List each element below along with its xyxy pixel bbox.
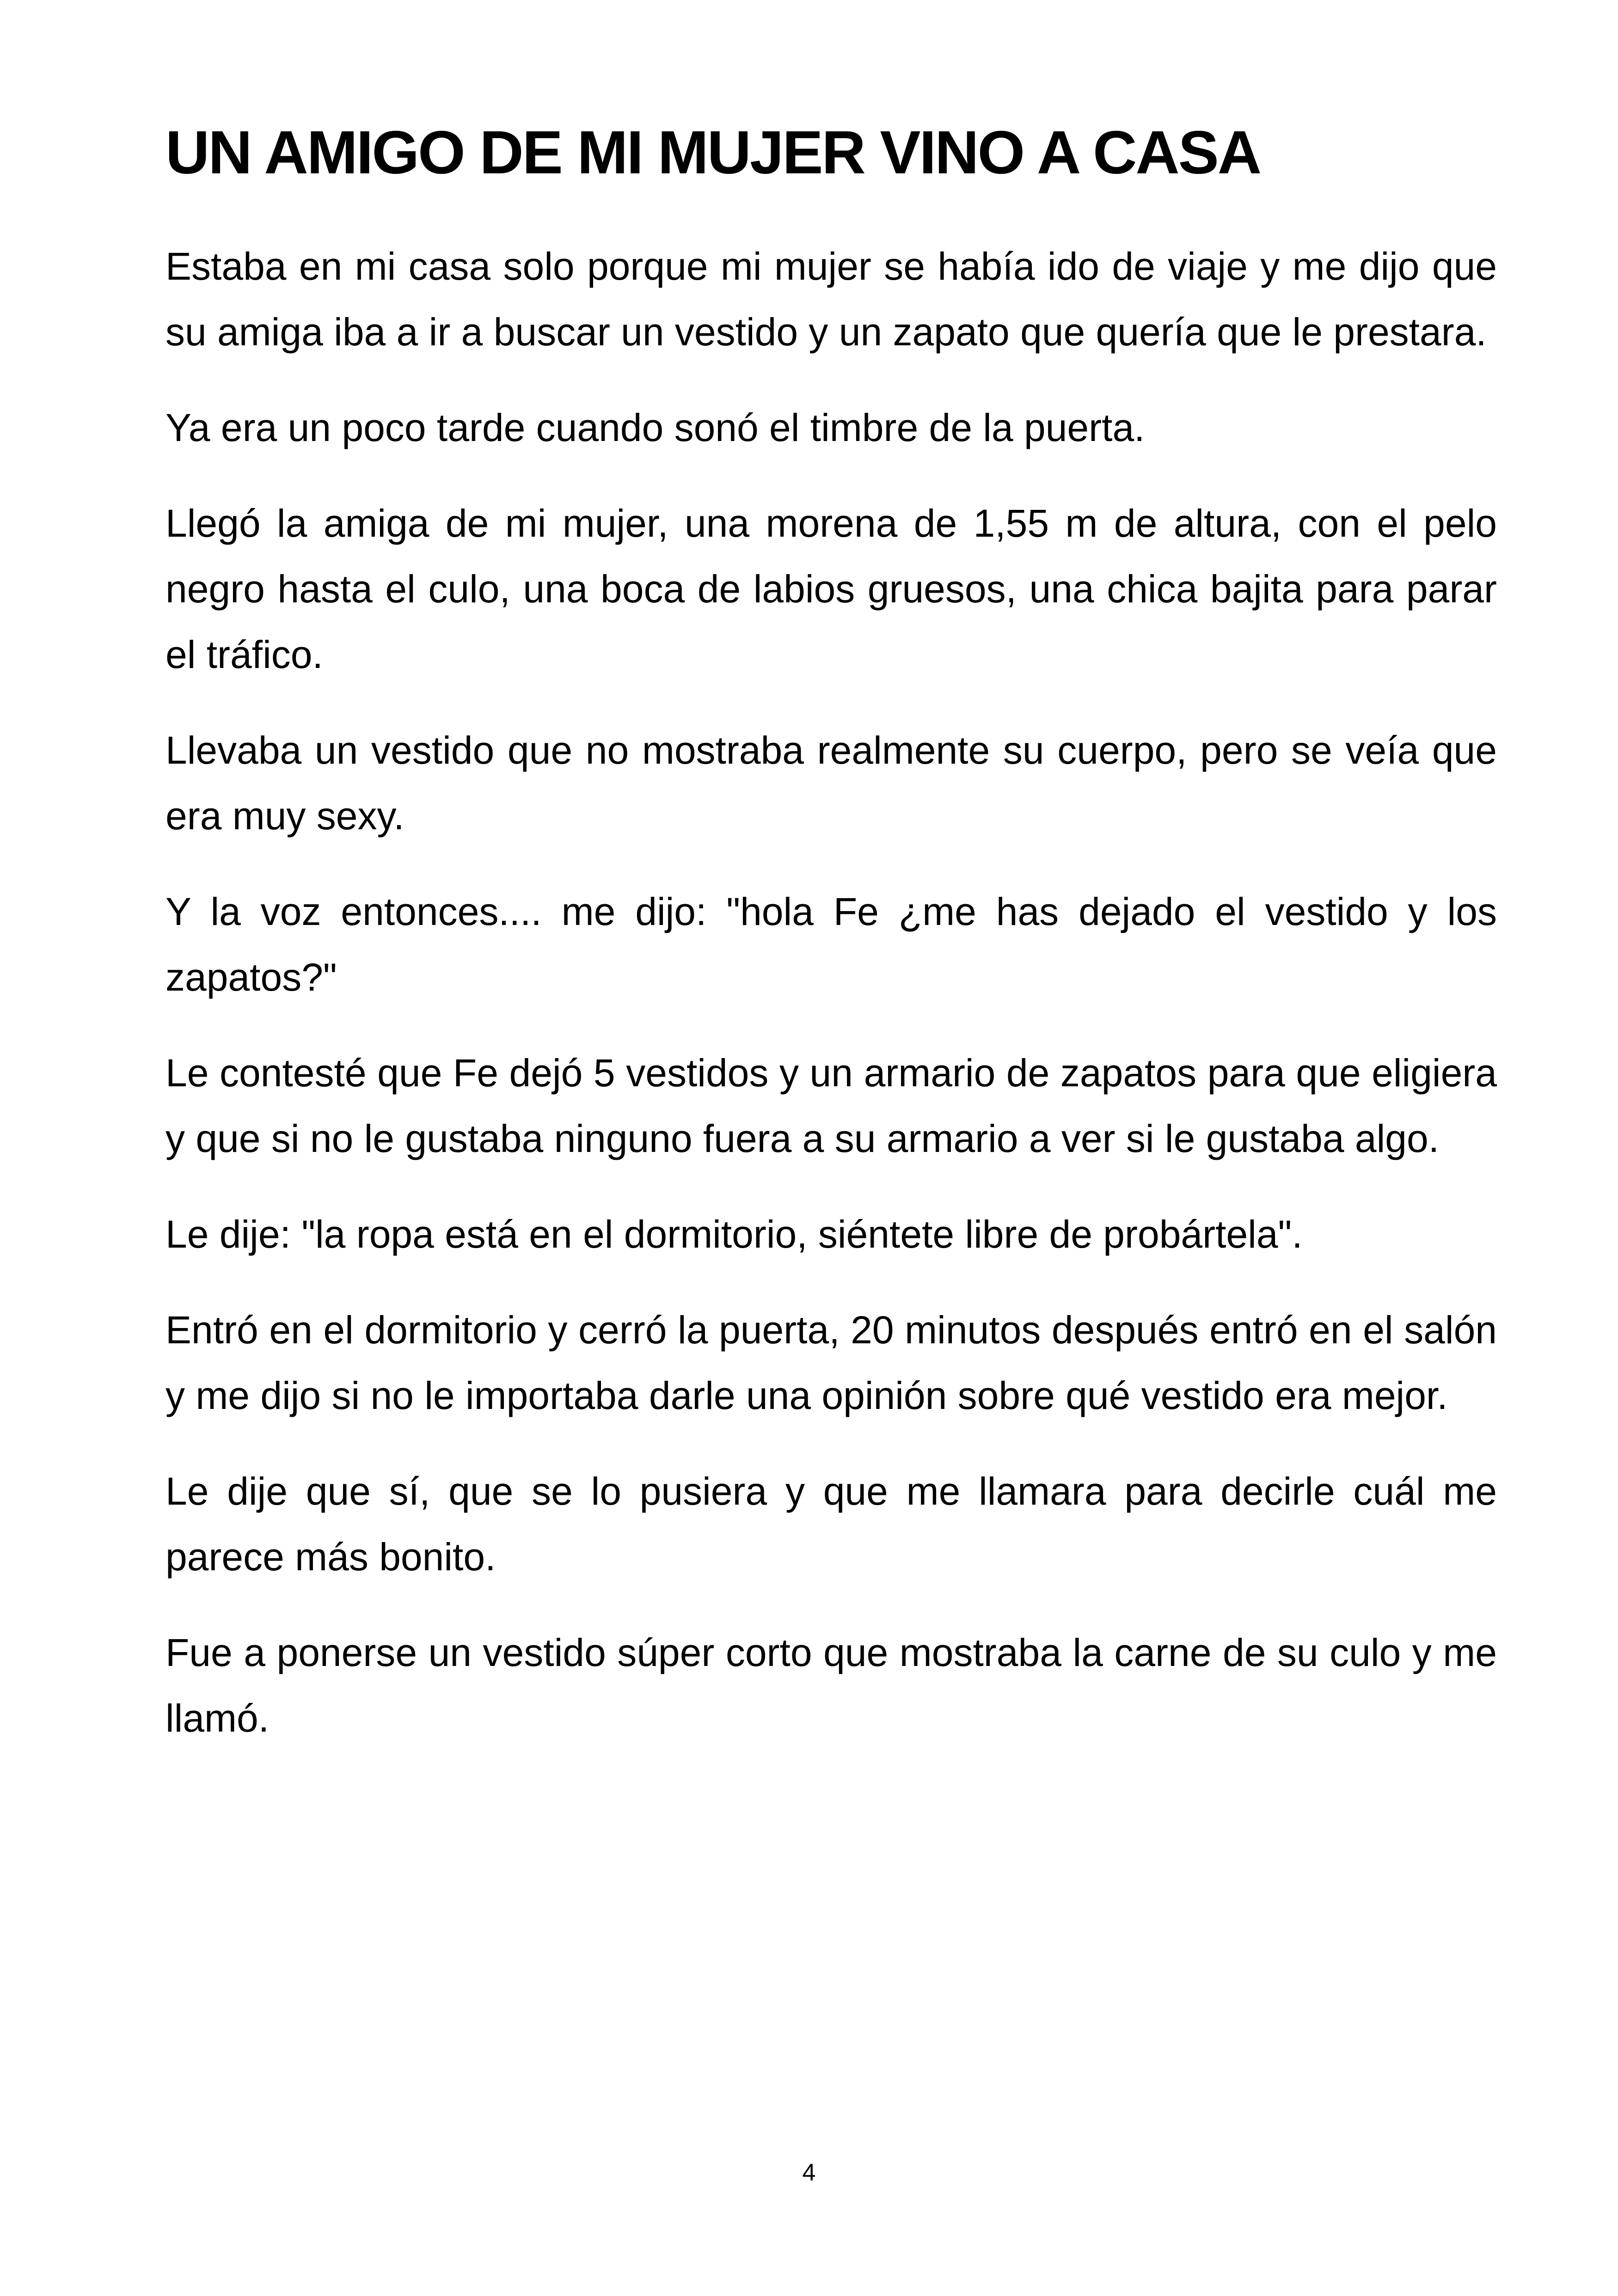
paragraph: Entró en el dormitorio y cerró la puerta, 20 minutos después entró en el salón y me dijo si no le importaba darle una opinión sobre qué vestido era mejor.	[165, 1308, 1497, 1417]
paragraph: Y la voz entonces.... me dijo: "hola Fe ¿me has dejado el vestido y los zapatos?"	[165, 890, 1497, 999]
paragraph: Le dije que sí, que se lo pusiera y que me llamara para decirle cuál me parece más bonito.	[165, 1469, 1497, 1579]
document-title: UN AMIGO DE MI MUJER VINO A CASA	[165, 118, 1261, 186]
document-page	[165, 116, 1497, 1781]
paragraph: Le contesté que Fe dejó 5 vestidos y un armario de zapatos para que eligiera y que si no le gustaba ninguno fuera a su armario a ver si le gustaba algo.	[165, 1051, 1497, 1160]
paragraph: Llegó la amiga de mi mujer, una morena de 1,55 m de altura, con el pelo negro hasta el culo, una boca de labios gruesos, una chica bajita para parar el tráfico.	[165, 502, 1497, 676]
paragraph: Fue a ponerse un vestido súper corto que mostraba la carne de su culo y me llamó.	[165, 1631, 1497, 1740]
document-body	[165, 233, 1497, 1751]
paragraph: Estaba en mi casa solo porque mi mujer se había ido de viaje y me dijo que su amiga iba a ir a buscar un vestido y un zapato que quería que le prestara.	[165, 245, 1497, 354]
page-number: 4	[802, 2159, 816, 2186]
paragraph: Ya era un poco tarde cuando sonó el timbre de la puerta.	[165, 406, 1145, 449]
paragraph: Le dije: "la ropa está en el dormitorio, siéntete libre de probártela".	[165, 1212, 1303, 1256]
paragraph: Llevaba un vestido que no mostraba realmente su cuerpo, pero se veía que era muy sexy.	[165, 729, 1497, 838]
